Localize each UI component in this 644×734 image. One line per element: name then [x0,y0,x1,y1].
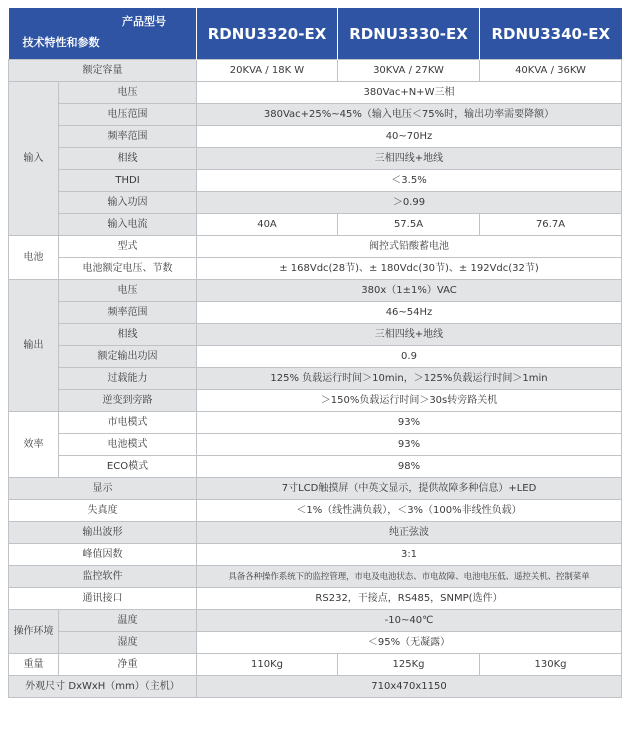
group-label-battery: 电池 [9,236,59,280]
row-value: 7寸LCD触摸屏（中英文显示，提供故障多种信息）+LED [197,478,622,500]
cell-value: 40KVA / 36KW [480,60,622,82]
row-label: 湿度 [59,632,197,654]
row-label: 温度 [59,610,197,632]
product-model-label: 产品型号 [122,15,166,28]
model-name-2: RDNU3330-EX [338,8,480,60]
row-label: 市电模式 [59,412,197,434]
row-label: 电压 [59,82,197,104]
group-label-input: 输入 [9,82,59,236]
input-current-row [9,214,622,236]
row-label: 过载能力 [59,368,197,390]
row-label: 电池额定电压、节数 [59,258,197,280]
group-label-output: 输出 [9,280,59,412]
row-value: 380Vac+25%~45%（输入电压＜75%时，输出功率需要降额） [197,104,622,126]
misc-row [9,500,622,522]
row-value: 710x470x1150 [197,676,622,698]
row-value: 3:1 [197,544,622,566]
cell-value: 125Kg [338,654,480,676]
row-value: 125% 负载运行时间＞10min，＞125%负载运行时间＞1min [197,368,622,390]
output-row [9,324,622,346]
output-row [9,390,622,412]
cell-value: 76.7A [480,214,622,236]
output-row [9,302,622,324]
row-label: 相线 [59,148,197,170]
row-label: 净重 [59,654,197,676]
misc-row [9,544,622,566]
row-label: 频率范围 [59,126,197,148]
row-label: THDI [59,170,197,192]
output-row [9,346,622,368]
battery-row [9,236,622,258]
weight-row [9,654,622,676]
row-value: 三相四线+地线 [197,148,622,170]
row-value: 93% [197,412,622,434]
row-value: 380x（1±1%）VAC [197,280,622,302]
row-label: 电压 [59,280,197,302]
row-label: 电池模式 [59,434,197,456]
row-label: 额定输出功因 [59,346,197,368]
model-name-1: RDNU3320-EX [197,8,338,60]
row-label: 频率范围 [59,302,197,324]
row-label: 通讯接口 [9,588,197,610]
spec-table [8,8,622,698]
cell-value: 20KVA / 18K W [197,60,338,82]
input-row [9,170,622,192]
dimensions-row [9,676,622,698]
row-label: 输入功因 [59,192,197,214]
group-label-environment: 操作环境 [9,610,59,654]
row-value: -10~40℃ [197,610,622,632]
row-value: ± 168Vdc(28节)、± 180Vdc(30节)、± 192Vdc(32节) [197,258,622,280]
row-label: 监控软件 [9,566,197,588]
row-value: 46~54Hz [197,302,622,324]
group-label-efficiency: 效率 [9,412,59,478]
row-value: 93% [197,434,622,456]
row-label: 型式 [59,236,197,258]
header-row [9,8,622,60]
row-value: 纯正弦波 [197,522,622,544]
cell-value: 110Kg [197,654,338,676]
input-row [9,148,622,170]
efficiency-row [9,412,622,434]
row-value: 98% [197,456,622,478]
input-row [9,104,622,126]
row-label: 峰值因数 [9,544,197,566]
row-label: 输出波形 [9,522,197,544]
model-name-3: RDNU3340-EX [480,8,622,60]
cell-value: 130Kg [480,654,622,676]
misc-row [9,478,622,500]
row-label: 输入电流 [59,214,197,236]
battery-row [9,258,622,280]
efficiency-row [9,434,622,456]
cell-value: 40A [197,214,338,236]
row-label: 相线 [59,324,197,346]
row-value: 具备各种操作系统下的监控管理，市电及电池状态、市电故障、电池电压低、遥控关机、控制菜单 [197,566,622,588]
misc-row [9,566,622,588]
input-row [9,192,622,214]
row-label: 失真度 [9,500,197,522]
row-value: 0.9 [197,346,622,368]
row-value: ＜3.5% [197,170,622,192]
input-row [9,126,622,148]
row-label: 显示 [9,478,197,500]
row-value: RS232，干接点，RS485，SNMP(选件） [197,588,622,610]
tech-params-label: 技术特性和参数 [22,36,100,49]
row-value: ＞0.99 [197,192,622,214]
cell-value: 30KVA / 27KW [338,60,480,82]
row-value: 三相四线+地线 [197,324,622,346]
efficiency-row [9,456,622,478]
rated-capacity-row [9,60,622,82]
spec-table-container [8,8,621,698]
row-value: 阀控式铅酸蓄电池 [197,236,622,258]
header-corner [9,8,197,60]
environment-row [9,610,622,632]
cell-value: 57.5A [338,214,480,236]
row-label: 逆变到旁路 [59,390,197,412]
misc-row [9,588,622,610]
row-value: 40~70Hz [197,126,622,148]
row-value: ＜1%（线性满负载），＜3%（100%非线性负载） [197,500,622,522]
group-label-weight: 重量 [9,654,59,676]
row-label: ECO模式 [59,456,197,478]
environment-row [9,632,622,654]
row-label: 外观尺寸 DxWxH（mm）（主机） [9,676,197,698]
output-row [9,280,622,302]
output-row [9,368,622,390]
row-value: ＜95%（无凝露） [197,632,622,654]
input-row [9,82,622,104]
row-value: 380Vac+N+W三相 [197,82,622,104]
row-label: 电压范围 [59,104,197,126]
row-label: 额定容量 [9,60,197,82]
row-value: ＞150%负载运行时间＞30s转旁路关机 [197,390,622,412]
misc-row [9,522,622,544]
